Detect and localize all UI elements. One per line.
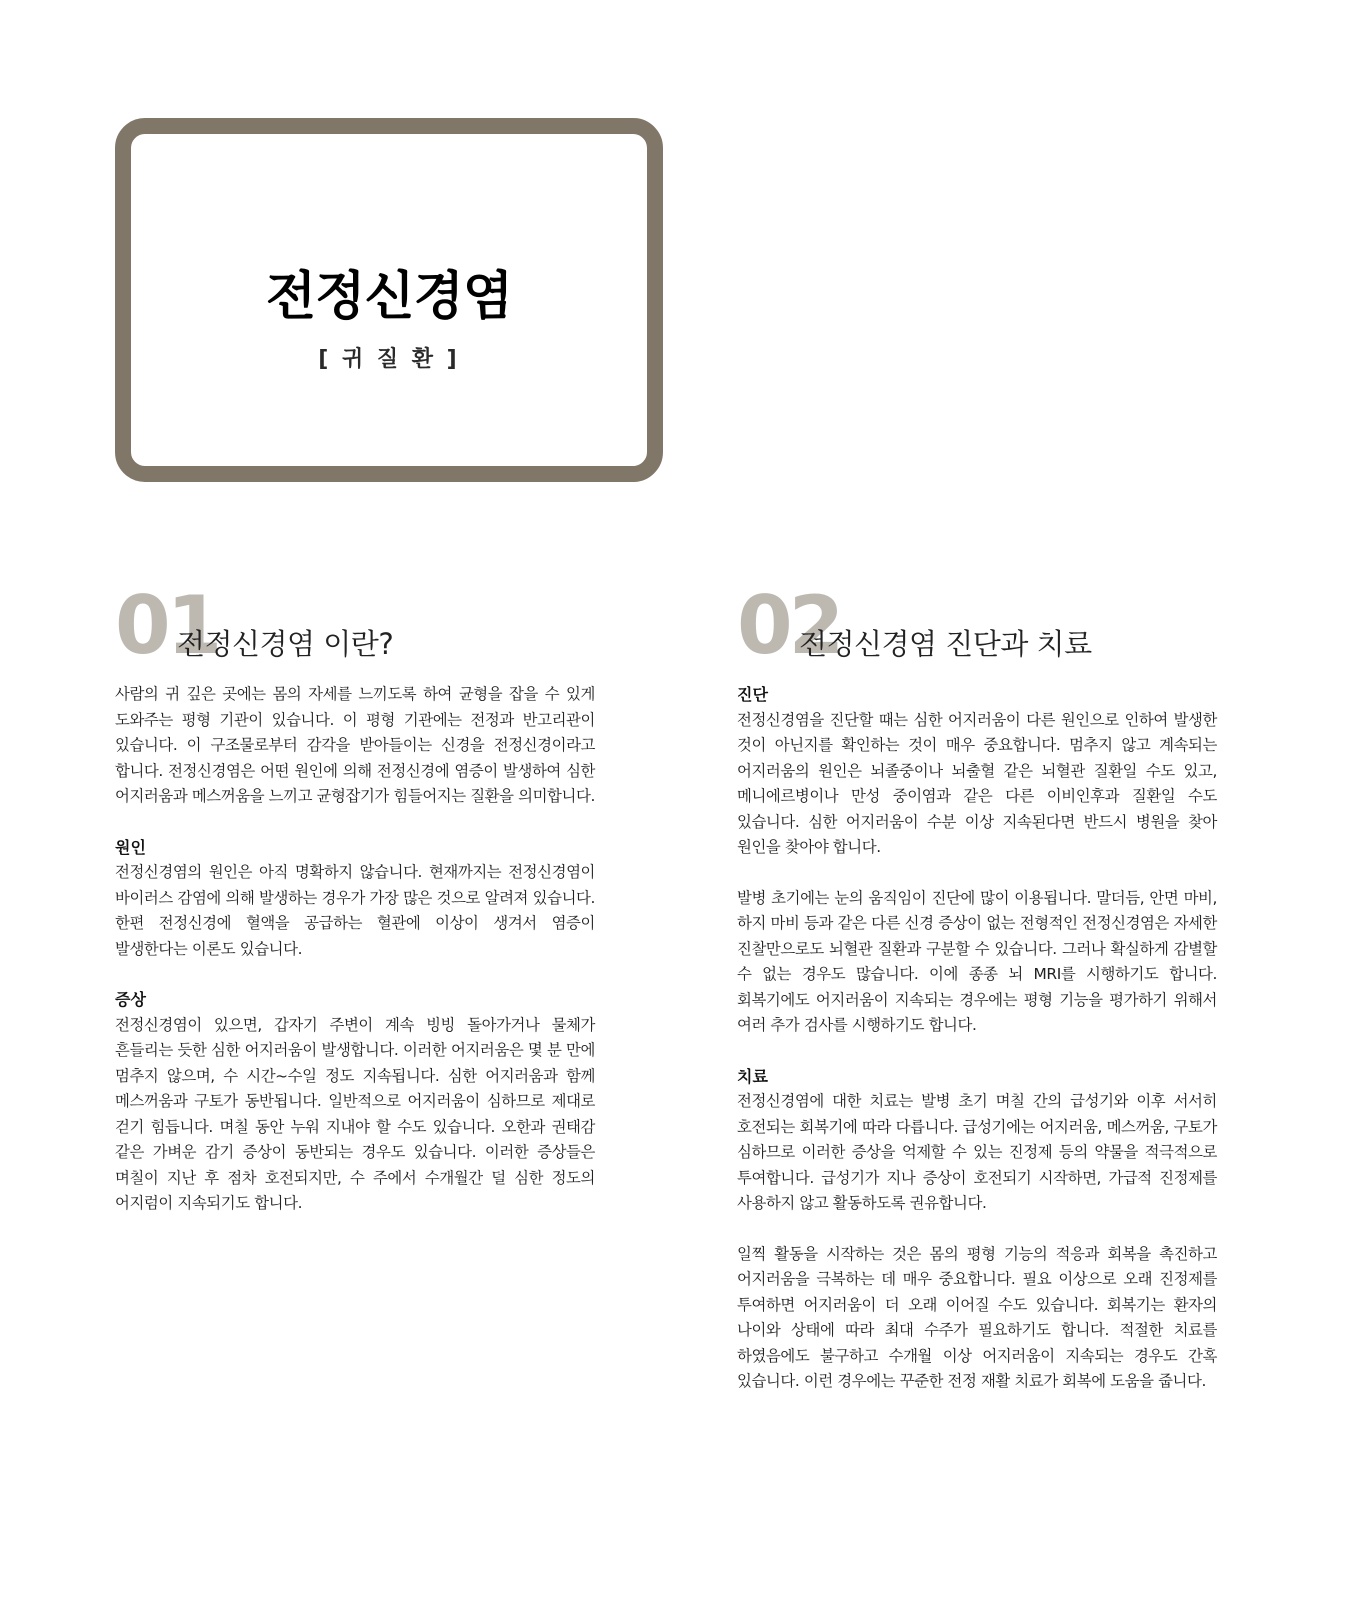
section-title: 전정신경염 진단과 치료 — [799, 627, 1092, 661]
section-what-is — [115, 579, 595, 1242]
treatment-block-2 — [737, 1242, 1217, 1395]
cause-heading: 원인 — [115, 837, 146, 857]
cause-text: 전정신경염의 원인은 아직 명확하지 않습니다. 현재까지는 전정신경염이 바이러스 감염에 의해 발생하는 경우가 가장 많은 것으로 알려져 있습니다. 한편 전정신경에 혈액을 공급하는 혈관에 이상이 생겨서 염증이 발생한다는 이론도 있습니다. — [115, 863, 595, 958]
intro-block — [115, 682, 595, 810]
treatment-text-1: 전정신경염에 대한 치료는 발병 초기 며칠 간의 급성기와 이후 서서히 호전되는 회복기에 따라 다릅니다. 급성기에는 어지러움, 메스꺼움, 구토가 심하므로 이러한 증상을 억제할 수 있는 진정제 등의 약물을 적극적으로 투여합니다. 급성기가 지나 증상이 호전되기 시작하면, 가급적 진정제를 사용하지 않고 활동하도록 권유합니다. — [737, 1092, 1217, 1212]
section-header — [115, 579, 595, 682]
diagnosis-block-2 — [737, 886, 1217, 1039]
diagnosis-heading: 진단 — [737, 685, 768, 704]
symptom-heading: 증상 — [115, 990, 146, 1009]
section-header — [737, 579, 1217, 682]
treatment-block — [737, 1064, 1217, 1217]
section-number: 02 — [737, 579, 841, 672]
diagnosis-block — [737, 682, 1217, 861]
title-box — [115, 118, 663, 482]
treatment-text-2: 일찍 활동을 시작하는 것은 몸의 평형 기능의 적응과 회복을 촉진하고 어지러움을 극복하는 데 매우 중요합니다. 필요 이상으로 오래 진정제를 투여하면 어지러움이 더 오래 이어질 수도 있습니다. 회복기는 환자의 나이와 상태에 따라 최대 수주가 필요하기도 합니다. 적절한 치료를 하였음에도 불구하고 수개월 이상 어지러움이 지속되는 경우도 간혹 있습니다. 이런 경우에는 꾸준한 전정 재활 치료가 회복에 도움을 줍니다. — [737, 1244, 1217, 1390]
diagnosis-text-2: 발병 초기에는 눈의 움직임이 진단에 많이 이용됩니다. 말더듬, 안면 마비, 하지 마비 등과 같은 다른 신경 증상이 없는 전형적인 전정신경염은 자세한 진찰만으로도 뇌혈관 질환과 구분할 수 있습니다. 그러나 확실하게 감별할 수 없는 경우도 많습니다. 이에 종종 뇌 MRI를 시행하기도 합니다. 회복기에도 어지러움이 지속되는 경우에는 평형 기능을 평가하기 위해서 여러 추가 검사를 시행하기도 합니다. — [737, 888, 1217, 1034]
treatment-heading: 치료 — [737, 1066, 768, 1086]
symptom-block — [115, 987, 595, 1217]
symptom-text: 전정신경염이 있으면, 갑자기 주변이 계속 빙빙 돌아가거나 물체가 흔들리는 듯한 심한 어지러움이 발생합니다. 이러한 어지러움은 몇 분 만에 멈추지 않으며, 수 시간~수일 정도 지속됩니다. 심한 어지러움과 함께 메스꺼움과 구토가 동반됩니다. 일반적으로 어지러움이 심하므로 제대로 걷기 힘듭니다. 며칠 동안 누워 지내야 할 수도 있습니다. 오한과 권태감 같은 가벼운 감기 증상이 동반되는 경우도 있습니다. 이러한 증상들은 며칠이 지난 후 점차 호전되지만, 수 주에서 수개월간 덜 심한 정도의 어지럼이 지속되기도 합니다. — [115, 1015, 595, 1212]
cause-block — [115, 835, 595, 963]
section-diagnosis-treatment — [737, 579, 1217, 1420]
diagnosis-text-1: 전정신경염을 진단할 때는 심한 어지러움이 다른 원인으로 인하여 발생한 것이 아닌지를 확인하는 것이 매우 중요합니다. 멈추지 않고 계속되는 어지러움의 원인은 뇌졸중이나 뇌출혈 같은 뇌혈관 질환일 수도 있고, 메니에르병이나 만성 중이염과 같은 다른 이비인후과 질환일 수도 있습니다. 심한 어지러움이 수분 이상 지속된다면 반드시 병원을 찾아 원인을 찾아야 합니다. — [737, 710, 1217, 856]
intro-text: 사람의 귀 깊은 곳에는 몸의 자세를 느끼도록 하여 균형을 잡을 수 있게 도와주는 평형 기관이 있습니다. 이 평형 기관에는 전정과 반고리관이 있습니다. 이 구조물로부터 감각을 받아들이는 신경을 전정신경이라고 합니다. 전정신경염은 어떤 원인에 의해 전정신경에 염증이 발생하여 심한 어지러움과 메스꺼움을 느끼고 균형잡기가 힘들어지는 질환을 의미합니다. — [115, 685, 595, 805]
section-number: 01 — [115, 579, 219, 672]
section-title: 전정신경염 이란? — [177, 627, 394, 661]
category-label: [ 귀 질 환 ] — [318, 347, 460, 372]
page-title: 전정신경염 — [265, 267, 513, 327]
